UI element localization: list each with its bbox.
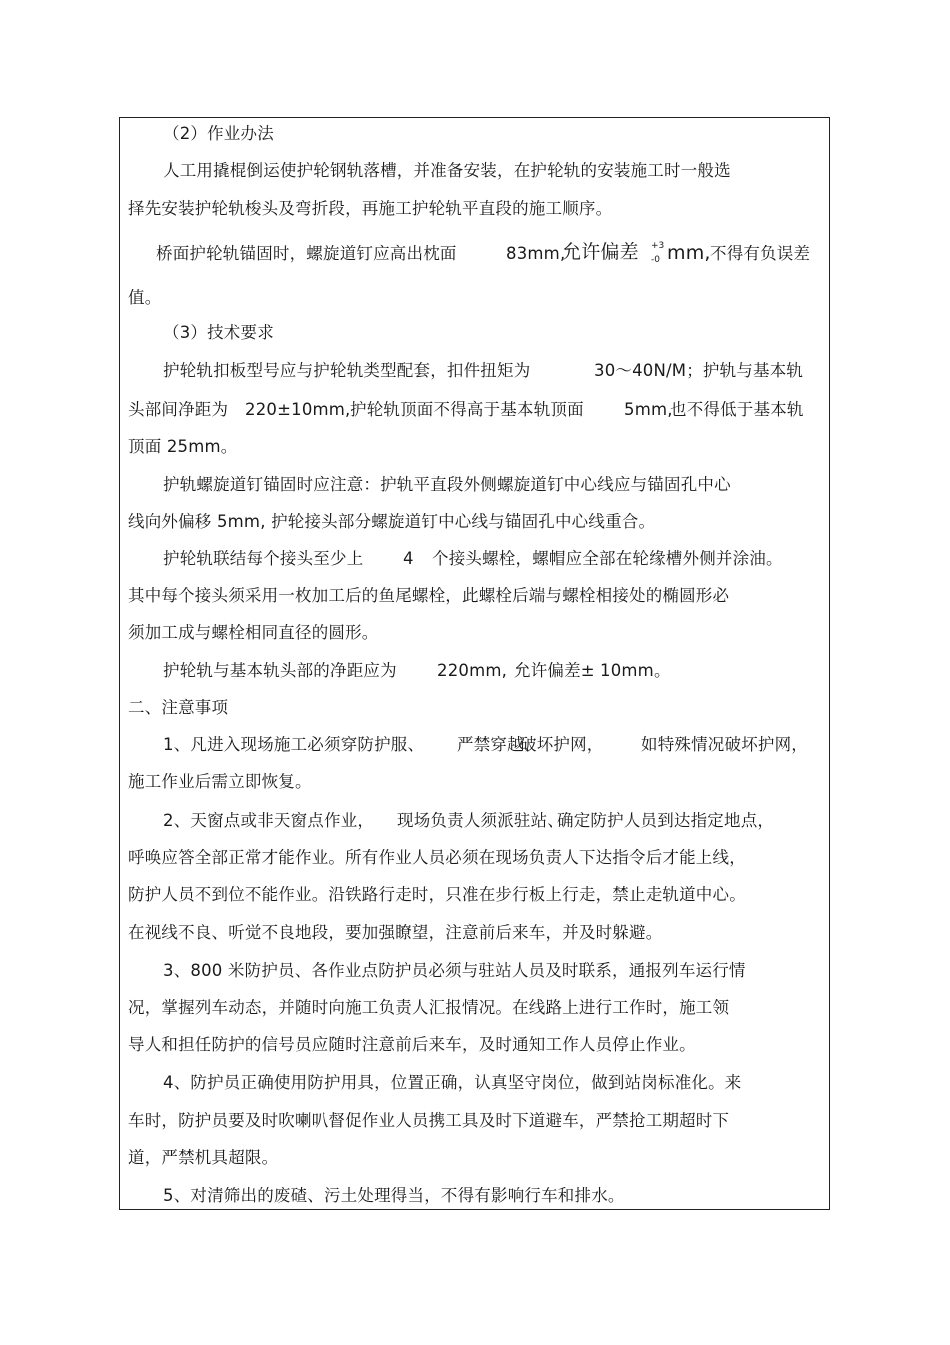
text-line: 导人和担任防护的信号员应随时注意前后来车，及时通知工作人员停止作业。 [128,1035,696,1054]
text-line: 呼唤应答全部正常才能作业。所有作业人员必须在现场负责人下达指令后才能上线， [128,848,746,867]
text-line: 防护人员不到位不能作业。沿铁路行走时，只准在步行板上行走，禁止走轨道中心。 [128,885,746,904]
text-line: 况，掌握列车动态，并随时向施工负责人汇报情况。在线路上进行工作时，施工领 [128,998,730,1017]
text-line: 在视线不良、听觉不良地段，要加强瞭望，注意前后来车，并及时躲避。 [128,923,663,942]
text-line: 不得有负误差 [710,244,811,263]
text-value: 5mm, [624,400,673,419]
text-value: 220mm, [437,661,508,680]
text-line: 人工用撬棍倒运使护轮钢轨落槽，并准备安装，在护轮轨的安装施工时一般选 [163,161,731,180]
list-item-5: 5、对清筛出的废碴、污土处理得当，不得有影响行车和排水。 [163,1186,625,1205]
text-line: 值。 [128,288,162,307]
section-heading-method: （2）作业办法 [163,124,274,143]
text-line: 30～40N/M；护轨与基本轨 [594,361,804,380]
text-line: 桥面护轮轨锚固时，螺旋道钉应高出枕面 [156,244,457,263]
text-value: 220±10mm, [245,400,351,419]
text-value: 10mm。 [600,661,671,680]
text-line: 须加工成与螺栓相同直径的圆形。 [128,623,379,642]
text-line: 护轨螺旋道钉锚固时应注意：护轨平直段外侧螺旋道钉中心线应与锚固孔中心 [163,475,731,494]
section-heading-precautions: 二、注意事项 [128,698,229,717]
text-line: 道，严禁机具超限。 [128,1148,279,1167]
text-line: 如特殊情况破坏护网， [641,735,808,754]
text-line: 车时，防护员要及时吹喇叭督促作业人员携工具及时下道避车，严禁抢工期超时下 [128,1111,730,1130]
tolerance-sup: +3 [651,241,665,251]
text-value: 4 [403,549,414,568]
text-line: 线向外偏移 5mm, 护轮接头部分螺旋道钉中心线与锚固孔中心线重合。 [128,512,656,531]
text-line: 也不得低于基本轨 [670,400,804,419]
tolerance-sub: -0 [651,255,660,265]
text-line: 个接头螺栓，螺帽应全部在轮缘槽外侧并涂油。 [432,549,783,568]
text-line: 头部间净距为 [128,400,229,419]
text-value: mm, [667,242,711,264]
text-line: 择先安装护轮轨梭头及弯折段，再施工护轮轨平直段的施工顺序。 [128,199,613,218]
text-line: 破坏护网， [520,735,604,754]
text-line: 护轮轨扣板型号应与护轮轨类型配套，扣件扭矩为 [163,361,531,380]
list-item-3: 3、800 米防护员、各作业点防护员必须与驻站人员及时联系，通报列车运行情 [163,961,746,980]
text-line: 现场负责人须派驻站、 [397,811,564,830]
text-line: 允许偏差± [514,661,595,680]
list-item-2: 2、天窗点或非天窗点作业， [163,811,375,830]
text-value: 83mm, [506,244,566,263]
text-line: 顶面 25mm。 [128,437,238,456]
text-line: 其中每个接头须采用一枚加工后的鱼尾螺栓，此螺栓后端与螺栓相接处的椭圆形必 [128,586,730,605]
text-line: 确定防护人员到达指定地点， [557,811,775,830]
list-item-1: 1、凡进入现场施工必须穿防护服、 [163,735,425,754]
text-line: 施工作业后需立即恢复。 [128,772,312,791]
text-line: 护轮轨联结每个接头至少上 [163,549,364,568]
text-line: 严禁穿越、 [457,735,541,754]
text-line: 护轮轨顶面不得高于基本轨顶面 [350,400,584,419]
text-line: 允许偏差 [562,241,639,263]
list-item-4: 4、防护员正确使用防护用具，位置正确，认真坚守岗位，做到站岗标准化。来 [163,1073,742,1092]
text-line: 护轮轨与基本轨头部的净距应为 [163,661,397,680]
section-heading-requirements: （3）技术要求 [163,323,274,342]
